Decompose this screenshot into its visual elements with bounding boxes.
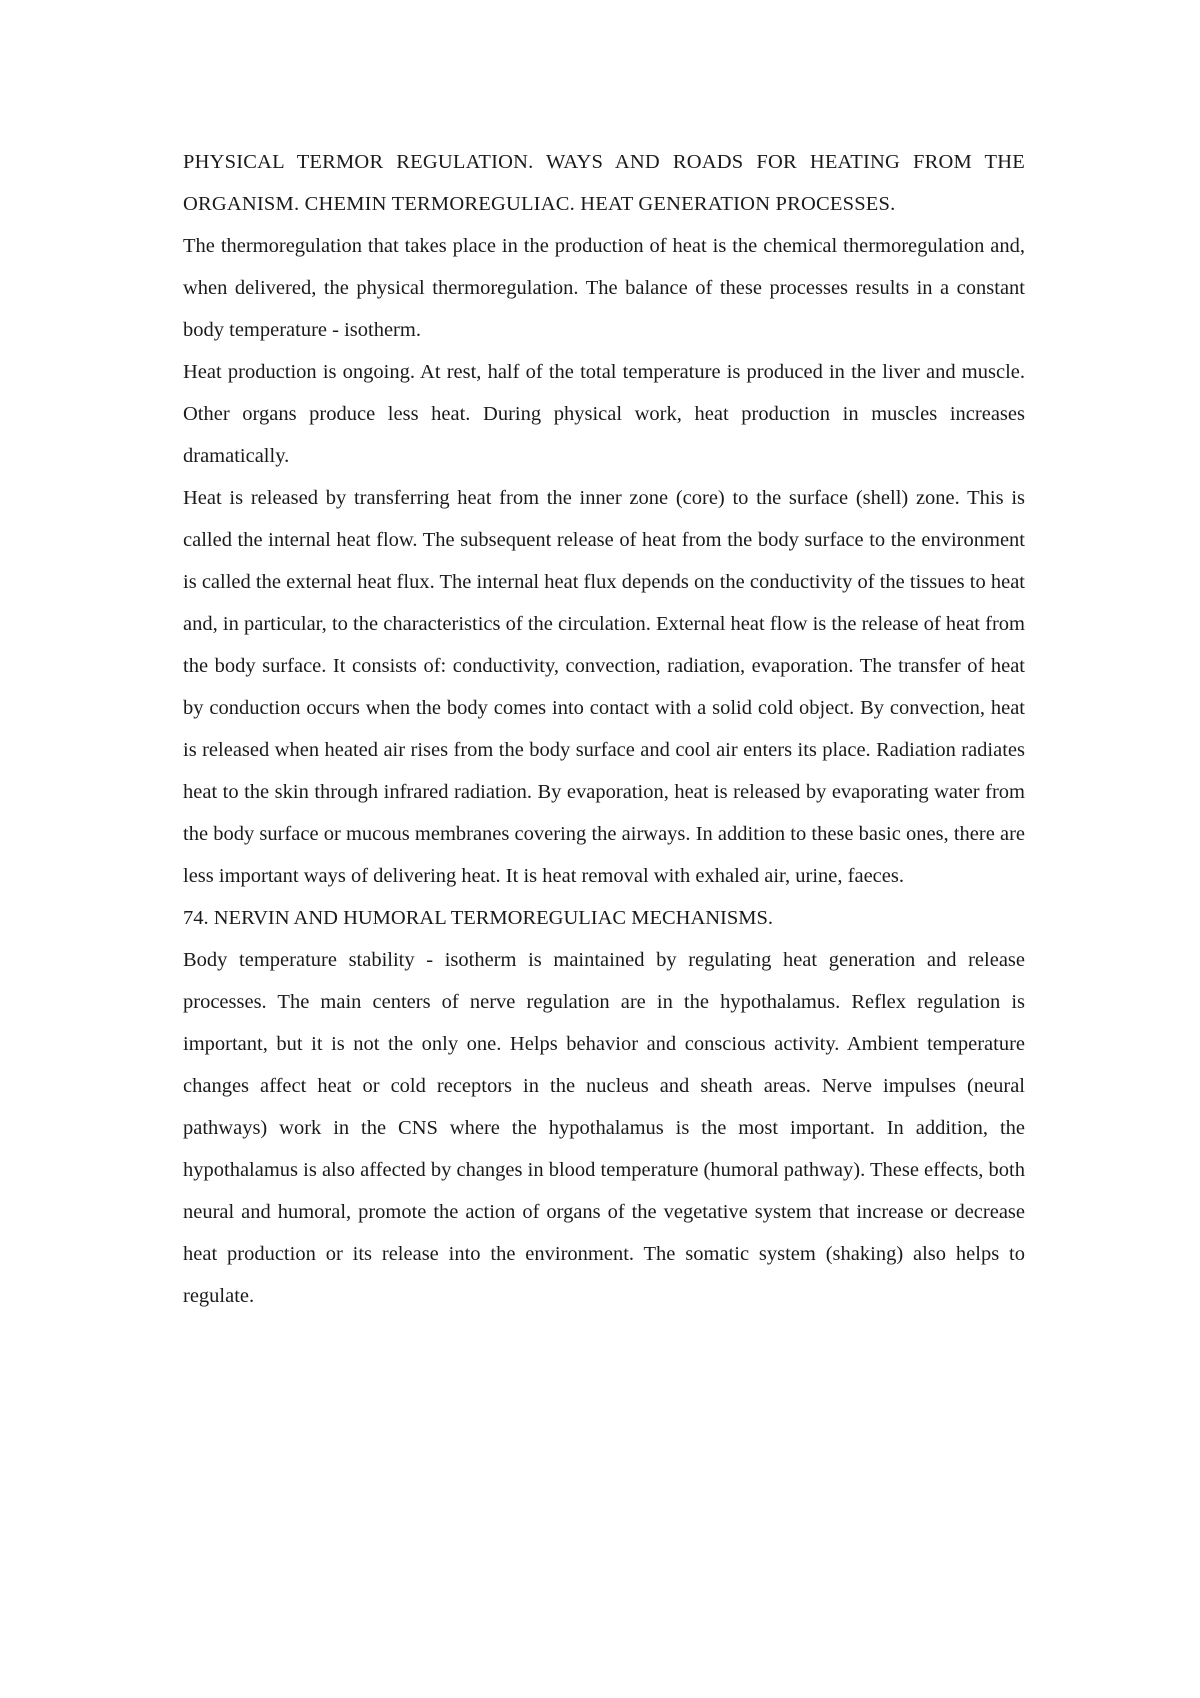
section-2-title: 74. NERVIN AND HUMORAL TERMOREGULIAC MECHANISMS.: [183, 907, 774, 929]
section-1-title: PHYSICAL TERMOR REGULATION. WAYS AND ROADS FOR HEATING FROM THE ORGANISM. CHEMIN TERMOREGULIAC. HEAT GENERATION PROCESSES.: [183, 151, 1025, 215]
paragraph: Heat production is ongoing. At rest, half of the total temperature is produced in the liver and muscle. Other organs produce less heat. During physical work, heat production in muscles increases dramatically.: [183, 361, 1025, 467]
paragraph: Body temperature stability - isotherm is maintained by regulating heat generation and release processes. The main centers of nerve regulation are in the hypothalamus. Reflex regulation is important, but it is not the only one. Helps behavior and conscious activity. Ambient temperature changes affect heat or cold receptors in the nucleus and sheath areas. Nerve impulses (neural pathways) work in the CNS where the hypothalamus is the most important. In addition, the hypothalamus is also affected by changes in blood temperature (humoral pathway). These effects, both neural and humoral, promote the action of organs of the vegetative system that increase or decrease heat production or its release into the environment. The somatic system (shaking) also helps to regulate.: [183, 949, 1025, 1307]
document-body: [183, 141, 1025, 1317]
paragraph: Heat is released by transferring heat from the inner zone (core) to the surface (shell) zone. This is called the internal heat flow. The subsequent release of heat from the body surface to the environment is called the external heat flux. The internal heat flux depends on the conductivity of the tissues to heat and, in particular, to the characteristics of the circulation. External heat flow is the release of heat from the body surface. It consists of: conductivity, convection, radiation, evaporation. The transfer of heat by conduction occurs when the body comes into contact with a solid cold object. By convection, heat is released when heated air rises from the body surface and cool air enters its place. Radiation radiates heat to the skin through infrared radiation. By evaporation, heat is released by evaporating water from the body surface or mucous membranes covering the airways. In addition to these basic ones, there are less important ways of delivering heat. It is heat removal with exhaled air, urine, faeces.: [183, 487, 1025, 887]
paragraph: The thermoregulation that takes place in the production of heat is the chemical thermoregulation and, when delivered, the physical thermoregulation. The balance of these processes results in a constant body temperature - isotherm.: [183, 235, 1025, 341]
